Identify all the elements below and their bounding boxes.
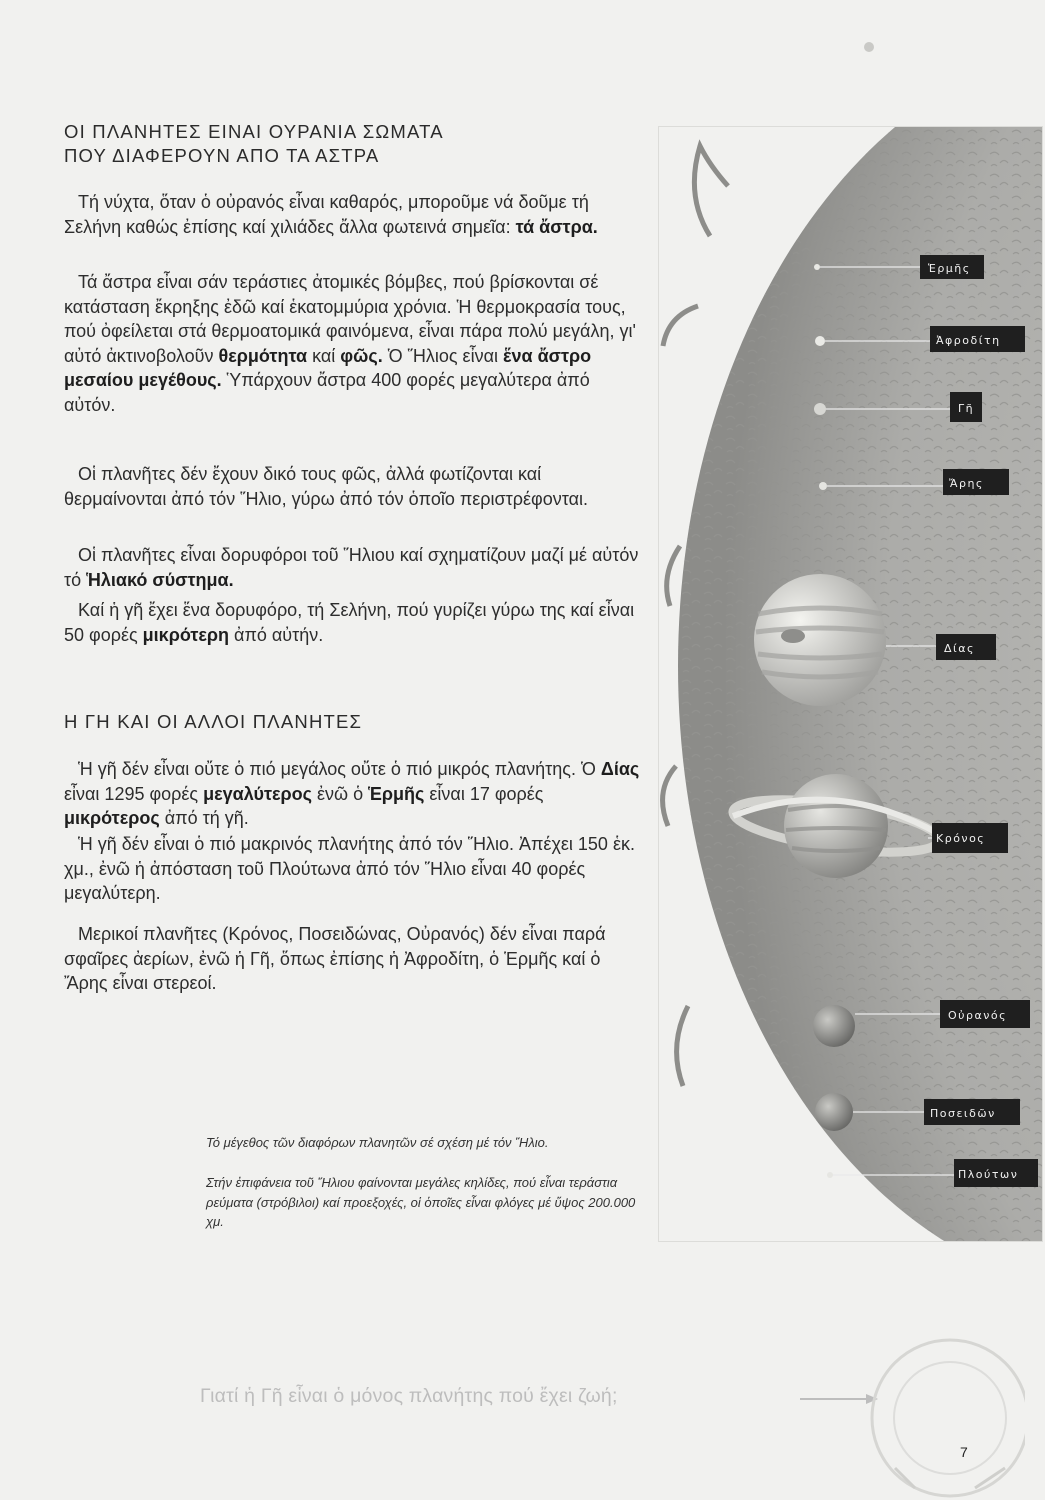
bold-term: Δίας	[600, 759, 640, 779]
planet-label-jupiter: Δίας	[944, 642, 975, 655]
question-footer: Γιατί ἡ Γῆ εἶναι ὁ μόνος πλανήτης πού ἔχει ζωή;	[200, 1385, 618, 1407]
bold-term: θερμότητα	[218, 345, 308, 366]
planet-label-mercury: Ἑρμῆς	[928, 262, 971, 275]
planet-label-pluto: Πλούτων	[958, 1168, 1019, 1181]
paragraph-text: Ὁ Ἥλιος εἶναι	[382, 345, 503, 366]
planet-label-earth: Γῆ	[958, 402, 975, 415]
paragraph-moon	[64, 598, 642, 647]
paper-stain	[862, 40, 876, 54]
figure-caption-title: Τό μέγεθος τῶν διαφόρων πλανητῶν σέ σχέση μέ τόν Ἥλιο.	[206, 1135, 549, 1150]
planet-pluto	[827, 1172, 833, 1178]
planet-label-venus: Ἀφροδίτη	[936, 334, 1001, 347]
paragraph-text: εἶναι 17 φορές	[424, 783, 544, 804]
library-stamp	[855, 1318, 1025, 1500]
planet-mercury	[814, 264, 820, 270]
planet-label-uranus: Οὐρανός	[948, 1009, 1008, 1022]
section-heading-earth-and-planets: Η ΓΗ ΚΑΙ ΟΙ ΑΛΛΟΙ ΠΛΑΝΗΤΕΣ	[64, 711, 363, 732]
bold-term: Ἡλιακό σύστημα.	[86, 569, 234, 590]
bold-term: μικρότερος	[64, 808, 160, 829]
paragraph-text: ἀπό τή γῆ.	[159, 808, 249, 829]
paragraph-stars	[64, 270, 642, 418]
planet-uranus	[813, 1005, 855, 1047]
paragraph-text: Τή νύχτα, ὅταν ὁ οὐρανός εἶναι καθαρός, μποροῦμε νά δοῦμε τή Σελήνη καθώς ἐπίσης καί χιλιάδες ἄλλα φωτεινά σημεῖα:	[64, 192, 589, 237]
bold-term: Ἑρμῆς	[368, 783, 425, 804]
figure-caption-description: Στήν ἐπιφάνεια τοῦ Ἥλιου φαίνονται μεγάλες κηλίδες, πού εἶναι τεράστια ρεύματα (στρόβιλοι) καί προεξοχές, οἱ ὁποῖες εἶναι φλόγες μέ ὕψος 200.000 χμ.	[206, 1175, 636, 1229]
paragraph-text: Καί ἡ γῆ ἔχει ἕνα δορυφόρο, τή Σελήνη, πού γυρίζει γύρω της καί εἶναι 50 φορές	[64, 600, 635, 645]
paragraph-text: Τά ἄστρα εἶναι σάν τεράστιες ἀτομικές βόμβες, πού βρίσκονται σέ κατάσταση ἔκρηξης ἐδῶ καί ἑκατομμύρια χρόνια. Ἡ θερμοκρασία τους, πού ὀφείλεται στά θερμοατομικά φαινόμενα, εἶναι πάρα πολύ μεγάλη, γι' αὐτό ἀκτινοβολοῦν	[64, 272, 636, 366]
paragraph-text: ἀπό αὐτήν.	[229, 624, 324, 645]
planet-label-saturn: Κρόνος	[936, 832, 986, 845]
paragraph-earth-size	[64, 757, 642, 831]
paragraph-solar-system	[64, 543, 642, 592]
planet-earth	[814, 403, 826, 415]
heading-line-2: ΠΟΥ ΔΙΑΦΕΡΟΥΝ ΑΠΟ ΤΑ ΑΣΤΡΑ	[64, 145, 380, 166]
bold-term: ἕνα ἄστρο μεσαίου μεγέθους.	[64, 345, 592, 391]
heading-line-1: ΟΙ ΠΛΑΝΗΤΕΣ ΕΙΝΑΙ ΟΥΡΑΝΙΑ ΣΩΜΑΤΑ	[64, 121, 444, 142]
paragraph-text: Μερικοί πλανῆτες (Κρόνος, Ποσειδώνας, Οὐρανός) δέν εἶναι παρά σφαῖρες ἀερίων, ἐνῶ ἡ Γῆ, ὅπως ἐπίσης ἡ Ἀφροδίτη, ὁ Ἑρμῆς καί ὁ Ἄρης εἶναι στερεοί.	[64, 924, 606, 994]
paragraph-gas-planets	[64, 922, 642, 996]
paragraph-text: Οἱ πλανῆτες δέν ἔχουν δικό τους φῶς, ἀλλά φωτίζονται καί θερμαίνονται ἀπό τόν Ἥλιο, γύρω ἀπό τόν ὁποῖο περιστρέφονται.	[64, 464, 588, 509]
planet-jupiter	[754, 574, 886, 706]
solar-system-illustration	[658, 126, 1043, 1242]
bold-term: μικρότερη	[142, 624, 230, 645]
paragraph-night-sky	[64, 190, 642, 239]
planet-mars	[819, 482, 827, 490]
page-number: 7	[960, 1444, 968, 1460]
planet-venus	[815, 336, 825, 346]
paragraph-text: Ὑπάρχουν ἄστρα 400 φορές μεγαλύτερα ἀπό αὐτόν.	[64, 370, 590, 415]
bold-term: φῶς.	[340, 345, 383, 366]
planet-neptune	[815, 1093, 853, 1131]
paragraph-text: Ἡ γῆ δέν εἶναι οὔτε ὁ πιό μεγάλος οὔτε ὁ πιό μικρός πλανήτης. Ὁ	[78, 759, 601, 779]
paragraph-text: Ἡ γῆ δέν εἶναι ὁ πιό μακρινός πλανήτης ἀπό τόν Ἥλιο. Ἀπέχει 150 ἑκ. χμ., ἐνῶ ἡ ἀπόσταση τοῦ Πλούτωνα ἀπό τόν Ἥλιο εἶναι 40 φορές μεγαλύτερη.	[64, 834, 635, 904]
planet-label-mars: Ἄρης	[949, 477, 984, 490]
paragraph-text: ἐνῶ ὁ	[312, 783, 369, 804]
paragraph-text: Οἱ πλανῆτες εἶναι δορυφόροι τοῦ Ἥλιου καί σχηματίζουν μαζί μέ αὐτόν τό	[64, 545, 639, 590]
bold-term: μεγαλύτερος	[203, 783, 313, 804]
paragraph-text: καί	[307, 345, 341, 366]
bold-term: τά ἄστρα.	[515, 216, 598, 237]
planet-label-neptune: Ποσειδῶν	[930, 1107, 996, 1120]
paragraph-earth-distance	[64, 832, 642, 906]
paragraph-planets-light	[64, 462, 642, 511]
section-heading-planets-vs-stars	[64, 120, 444, 168]
paragraph-text: εἶναι 1295 φορές	[64, 783, 204, 804]
